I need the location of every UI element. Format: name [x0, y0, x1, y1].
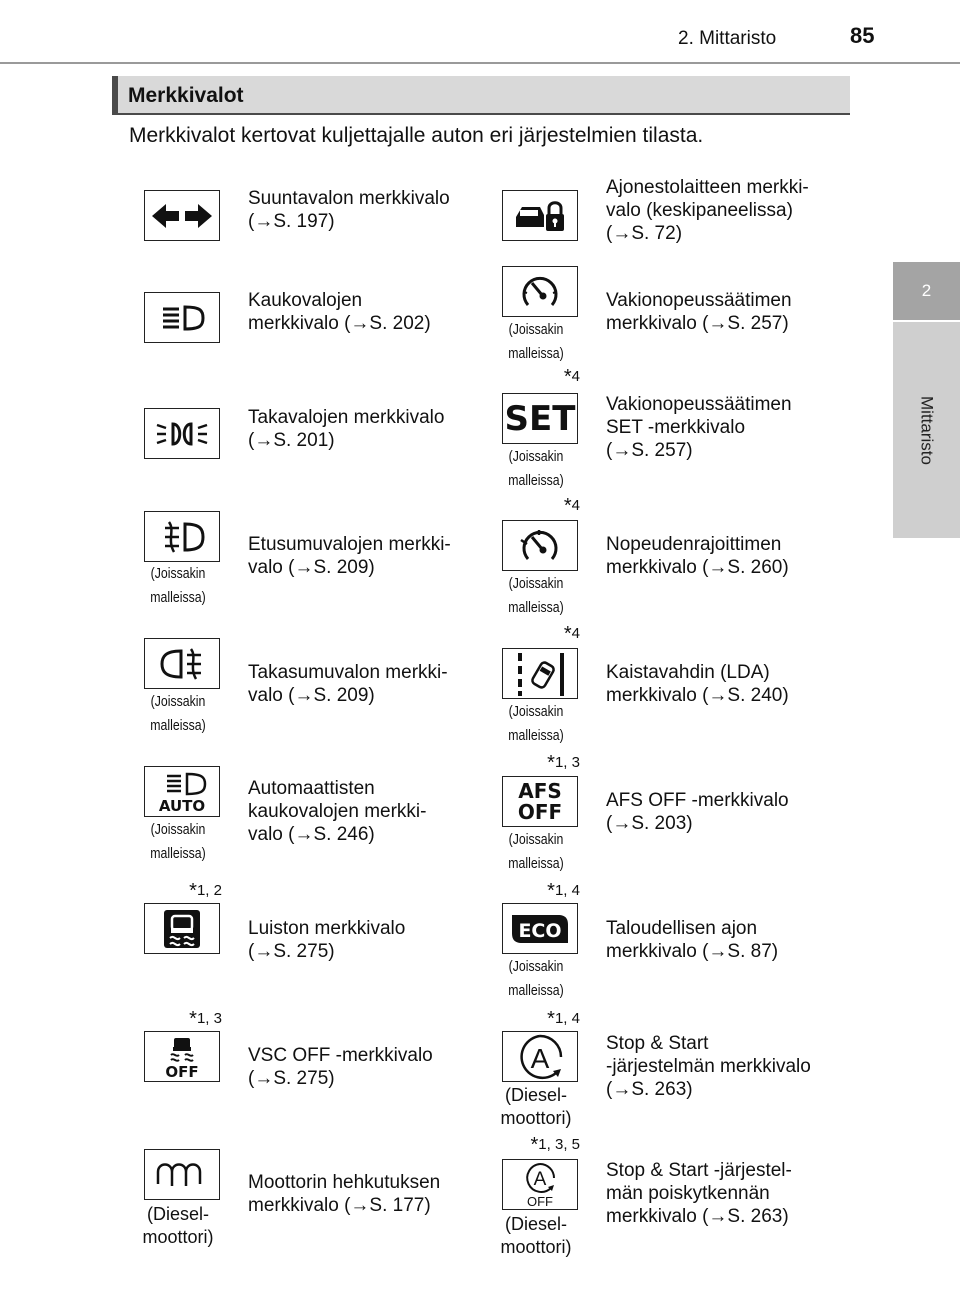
footnote-ref: 4 [571, 368, 580, 385]
front-fog-note [139, 562, 218, 610]
rear-fog-desc [248, 661, 448, 707]
desc-line: Vakionopeussäätimen [606, 290, 792, 311]
stop-start-footnote [508, 1008, 580, 1031]
desc-line: merkkivalo (→S. 260) [606, 557, 789, 578]
eco-icon [502, 903, 578, 954]
desc-line: Nopeudenrajoittimen [606, 534, 782, 555]
page-number: 85 [850, 23, 875, 48]
stop-start-off-icon [502, 1159, 578, 1210]
desc-line: Ajonestolaitteen merkki- [606, 177, 809, 198]
vsc-off-icon [144, 1031, 220, 1082]
footnote-star: * [530, 1134, 539, 1156]
slip-desc [248, 917, 405, 963]
desc-line: Automaattisten [248, 778, 375, 799]
desc-line: SET -merkkivalo [606, 417, 746, 438]
eco-desc [606, 917, 778, 963]
speed-limiter-icon [502, 520, 578, 571]
front-fog-desc [248, 533, 451, 579]
desc-line: merkkivalo (→S. 263) [606, 1206, 789, 1227]
desc-line: valo (→S. 246) [248, 824, 375, 845]
desc-line: Kaistavahdin (LDA) [606, 662, 770, 683]
chapter-title: 2. Mittaristo [678, 28, 777, 49]
desc-line: valo (→S. 209) [248, 557, 375, 578]
lda-footnote [508, 623, 580, 646]
speed-limiter-note [497, 572, 576, 620]
vsc-off-footnote [150, 1008, 222, 1031]
stop-start-icon [502, 1031, 578, 1082]
eco-text: ECO [518, 919, 562, 942]
note-line: (Joissakin [508, 448, 564, 465]
footnote-ref: 1, 4 [554, 882, 580, 899]
note-line: (Joissakin [508, 703, 564, 720]
afs-off-icon [502, 776, 578, 827]
footnote-star: * [189, 880, 197, 902]
desc-line: (→S. 275) [248, 941, 335, 962]
desc-line: Taloudellisen ajon [606, 918, 758, 939]
desc-line: (→S. 203) [606, 813, 693, 834]
note-line: malleissa) [150, 845, 206, 862]
rear-fog-note [139, 690, 218, 738]
desc-line: män poiskytkennän [606, 1183, 770, 1204]
note-line: (Joissakin [508, 831, 564, 848]
desc-line: valo (keskipaneelissa) [606, 200, 793, 221]
stop-start-off-note [484, 1213, 588, 1259]
lane-departure-note [497, 700, 576, 748]
cruise-control-note [497, 318, 576, 366]
set-desc [606, 393, 792, 462]
footnote-ref: 1, 3 [196, 1010, 222, 1027]
side-tab-label: Mittaristo [917, 395, 937, 465]
header-divider [0, 62, 960, 64]
afs-off-note [497, 828, 576, 876]
note-line: moottori) [500, 1237, 572, 1257]
eco-note [497, 955, 576, 1003]
desc-line: merkkivalo (→S. 240) [606, 685, 789, 706]
speed-limiter-desc [606, 533, 789, 579]
auto-text: AUTO [158, 796, 206, 813]
slip-indicator-icon [144, 903, 220, 954]
lane-departure-icon [502, 648, 578, 699]
section-title: Merkkivalot [128, 84, 244, 107]
slip-footnote [150, 880, 222, 903]
desc-line: merkkivalo (→S. 257) [606, 313, 789, 334]
footnote-star: * [189, 1008, 197, 1030]
set-text: SET [504, 398, 576, 439]
footnote-ref: 4 [571, 625, 580, 642]
desc-line: merkkivalo (→S. 202) [248, 313, 431, 334]
desc-line: Luiston merkkivalo [248, 918, 406, 939]
desc-line: merkkivalo (→S. 87) [606, 941, 779, 962]
stop-start-off-letter: A [533, 1168, 547, 1190]
glow-plug-note [130, 1203, 226, 1249]
note-line: (Joissakin [508, 321, 564, 338]
note-line: moottori) [500, 1108, 572, 1128]
desc-line: -järjestelmän merkkivalo [606, 1056, 811, 1077]
vsc-off-text: OFF [165, 1062, 199, 1079]
desc-line: Takavalojen merkkivalo [248, 407, 445, 428]
high-beam-icon [144, 292, 220, 343]
footnote-ref: 1, 3, 5 [538, 1136, 580, 1153]
desc-line: (→S. 263) [606, 1079, 693, 1100]
intro-text: Merkkivalot kertovat kuljettajalle auton eri järjestelmien tilasta. [129, 124, 704, 147]
note-line: moottori) [142, 1227, 214, 1247]
desc-line: Vakionopeussäätimen [606, 394, 792, 415]
afs-text: AFS [518, 778, 562, 803]
auto-high-beam-icon [144, 766, 220, 817]
note-line: (Diesel- [504, 1214, 567, 1234]
footnote-star: * [547, 752, 555, 774]
desc-line: valo (→S. 209) [248, 685, 375, 706]
note-line: malleissa) [508, 599, 564, 616]
note-line: malleissa) [508, 855, 564, 872]
auto-high-beam-desc [248, 777, 426, 846]
note-line: (Joissakin [150, 693, 206, 710]
side-tab-number: 2 [893, 262, 960, 320]
note-line: (Joissakin [508, 575, 564, 592]
glow-plug-icon [144, 1149, 220, 1200]
note-line: (Joissakin [150, 565, 206, 582]
tail-lights-icon [144, 408, 220, 459]
set-footnote [508, 366, 580, 389]
desc-line: (→S. 197) [248, 211, 335, 232]
stop-start-off-text: OFF [527, 1193, 553, 1209]
desc-line: VSC OFF -merkkivalo [248, 1045, 433, 1066]
set-icon [502, 393, 578, 444]
eco-footnote [508, 880, 580, 903]
immobilizer-icon [502, 190, 578, 241]
desc-line: Stop & Start [606, 1033, 709, 1054]
desc-line: (→S. 275) [248, 1068, 335, 1089]
desc-line: (→S. 257) [606, 440, 693, 461]
desc-line: Stop & Start -järjestel- [606, 1160, 792, 1181]
stop-start-off-desc [606, 1159, 792, 1228]
note-line: (Diesel- [504, 1085, 567, 1105]
footnote-star: * [547, 880, 555, 902]
footnote-star: * [563, 366, 572, 388]
afs-off-desc [606, 789, 789, 835]
desc-line: kaukovalojen merkki- [248, 801, 427, 822]
immobilizer-desc [606, 176, 809, 245]
cruise-control-icon [502, 266, 578, 317]
desc-line: (→S. 201) [248, 430, 335, 451]
side-tab-label-wrap [893, 322, 960, 538]
note-line: malleissa) [508, 727, 564, 744]
stop-start-off-footnote [508, 1134, 580, 1157]
note-line: malleissa) [508, 982, 564, 999]
footnote-star: * [563, 495, 572, 517]
note-line: malleissa) [508, 472, 564, 489]
desc-line: Suuntavalon merkkivalo [248, 188, 450, 209]
desc-line: merkkivalo (→S. 177) [248, 1195, 431, 1216]
glow-plug-desc [248, 1171, 440, 1217]
note-line: (Joissakin [150, 821, 206, 838]
rear-fog-lamp-icon [144, 638, 220, 689]
high-beam-desc [248, 289, 431, 335]
lane-departure-desc [606, 661, 789, 707]
afs-off-text: OFF [517, 799, 563, 824]
set-note [497, 445, 576, 493]
desc-line: Etusumuvalojen merkki- [248, 534, 451, 555]
desc-line: Kaukovalojen [248, 290, 363, 311]
note-line: (Joissakin [508, 958, 564, 975]
footnote-star: * [563, 623, 572, 645]
note-line: (Diesel- [146, 1204, 209, 1224]
note-line: malleissa) [150, 717, 206, 734]
footnote-ref: 4 [571, 497, 580, 514]
front-fog-lamp-icon [144, 511, 220, 562]
desc-line: AFS OFF -merkkivalo [606, 790, 789, 811]
footnote-ref: 1, 4 [554, 1010, 580, 1027]
desc-line: (→S. 72) [606, 223, 683, 244]
speed-limiter-footnote [508, 495, 580, 518]
stop-start-note [484, 1084, 588, 1130]
note-line: malleissa) [150, 589, 206, 606]
stop-start-desc [606, 1032, 811, 1101]
auto-high-beam-note [139, 818, 218, 866]
footnote-star: * [547, 1008, 555, 1030]
desc-line: Moottorin hehkutuksen [248, 1172, 441, 1193]
stop-start-letter: A [530, 1042, 550, 1074]
vsc-off-desc [248, 1044, 433, 1090]
desc-line: Takasumuvalon merkki- [248, 662, 448, 683]
tail-lights-desc [248, 406, 444, 452]
turn-signal-icon [144, 190, 220, 241]
note-line: malleissa) [508, 345, 564, 362]
section-underline [112, 113, 850, 115]
turn-signal-desc [248, 187, 450, 233]
afs-footnote [508, 752, 580, 775]
footnote-ref: 1, 2 [196, 882, 222, 899]
footnote-ref: 1, 3 [554, 754, 580, 771]
cruise-control-desc [606, 289, 792, 335]
